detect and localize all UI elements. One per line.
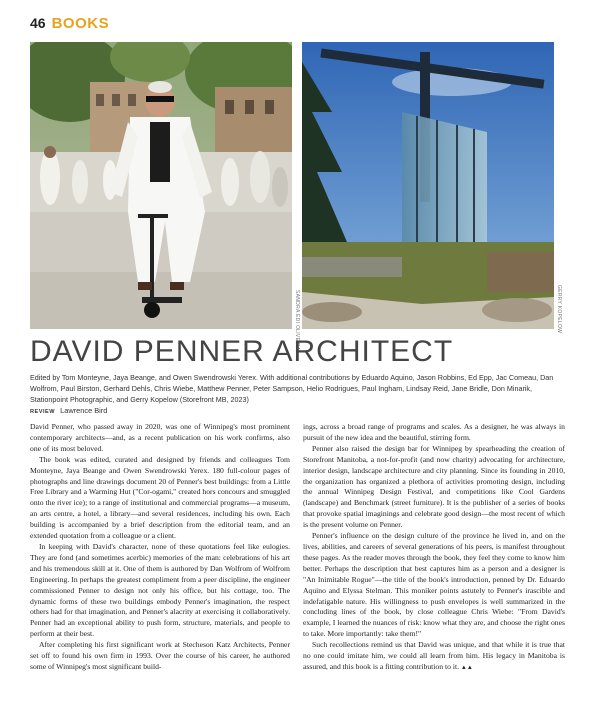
paragraph: The book was edited, curated and designed by friends and colleagues Tom Monteyne, Jaya Beange and Owen Swendrowski Yerex. 180 full-colour pages of photographs and line drawings document 20 of Penner's best buildings: from a Little Free Library and a Warming Hut ("Cor-ogami," created hors concours and smuggled onto the river ice); to a range of institutional and commercial programs—a museum, an arts centre, a hotel, a library—and several residences, including his own. Each building is accompanied by a brief description from the editorial team, and an extended quotation from a colleague or a client. — [30, 454, 290, 541]
body-column-left — [30, 422, 290, 673]
paragraph-text: Such recollections remind us that David was unique, and that while it is true that no one could imitate him, we could all learn from him. His legacy in Manitoba is assured, and this book is a fitting contribution to it. — [303, 640, 565, 671]
section-title: BOOKS — [51, 15, 110, 32]
article-title: DAVID PENNER ARCHITECT — [30, 335, 454, 368]
paragraph: David Penner, who passed away in 2020, was one of Winnipeg's most prominent contemporary architects—and, as a recent publication on his work confirms, also one of its most beloved. — [30, 422, 290, 453]
review-label: REVIEW — [30, 409, 56, 415]
body-column-right — [303, 422, 565, 674]
paragraph: Penner also raised the design bar for Winnipeg by spearheading the creation of Storefront Manitoba, a not-for-profit (and now charity) advocating for architecture, interior design, landscape architecture and city planning. Since its founding in 2010, the organization has organized a plethora of activities promoting design, including the annual Winnipeg Design Festival, and competitions like Cool Gardens (landscape) and Benchmark (street furniture). It is the publisher of a series of books that provoke spatial imaginings and celebrate good design—the most recent of which is the present volume on Penner. — [303, 443, 565, 530]
photo-credit-left: SANDRA EDI OLIVEIRA — [294, 290, 300, 351]
photo-credit-right: GERRY KOPELOW — [556, 285, 562, 334]
paragraph: Penner's influence on the design culture of the province he lived in, and on the lives, abilities, and careers of several generations of his peers, is manifest throughout these pages. As the reader moves through the book, they feel they come to know him better. Perhaps the description that best captures him as a person and a designer is "An Inimitable Rogue"—the title of the book's introduction, penned by Dr. Eduardo Aquino and Elyssa Stelman. This moniker points astutely to Penner's irascible and indefatigable nature. His willingness to push envelopes is well summarized in the concluding lines of the book, by close colleague Chris Wiebe: "From David's example, I learned the nuances of risk: know what they are, and choose the right ones to take. More importantly: take them!" — [303, 531, 565, 639]
book-credits: Edited by Tom Monteyne, Jaya Beange, and Owen Swendrowski Yerex. With additional contributions by Eduardo Aquino, Jason Robbins, Ed Epp, Jac Comeau, Dan Wolfrom, Paul Birston, Gerhard Dehls, Chris Wiebe, Matthew Penner, Peter Sampson, Helio Rodrigues, Paul Ingham, Lindsay Reid, Jane Bridle, Don Minarik, Stationpoint Photographic, and Gerry Kopelow (Storefront MB, 2023) — [30, 373, 554, 404]
reviewer-name: Lawrence Bird — [60, 406, 108, 415]
paragraph: After completing his first significant work at Stecheson Katz Architects, Penner set off to found his own firm in 1993. Over the course of his career, he authored some of Winnipeg's most significant build- — [30, 640, 290, 671]
paragraph: ings, across a broad range of programs and scales. As a designer, he was always in pursuit of the new idea and the beautiful, stirring form. — [303, 422, 565, 442]
page-header — [30, 15, 109, 37]
review-byline — [30, 406, 107, 415]
paragraph: In keeping with David's character, none of these quotations feel like eulogies. They are fond (and sometimes acerbic) memories of the man: celebrations of his art and his tremendous skill at it. One of them is authored by Dan Wolfrom of Wolfrom Engineering. In perhaps the greatest compliment from a peer discipline, the engineer commissioned Penner to design not only his office, but his cottage, too. The dynamic forms of these two buildings embody Penner's imagination, the respect others had for that imagination, and Penner's alacrity at exercising it collaboratively. Penner had an exceptional ability to push form, structure, materials, and people to perform at their best. — [30, 541, 290, 639]
end-mark-icon: ▲▲ — [460, 664, 473, 671]
page-number: 46 — [30, 15, 46, 31]
photo-glass-pavilion — [302, 42, 554, 329]
photo-man-on-scooter — [30, 42, 292, 329]
last-paragraph — [303, 640, 565, 674]
